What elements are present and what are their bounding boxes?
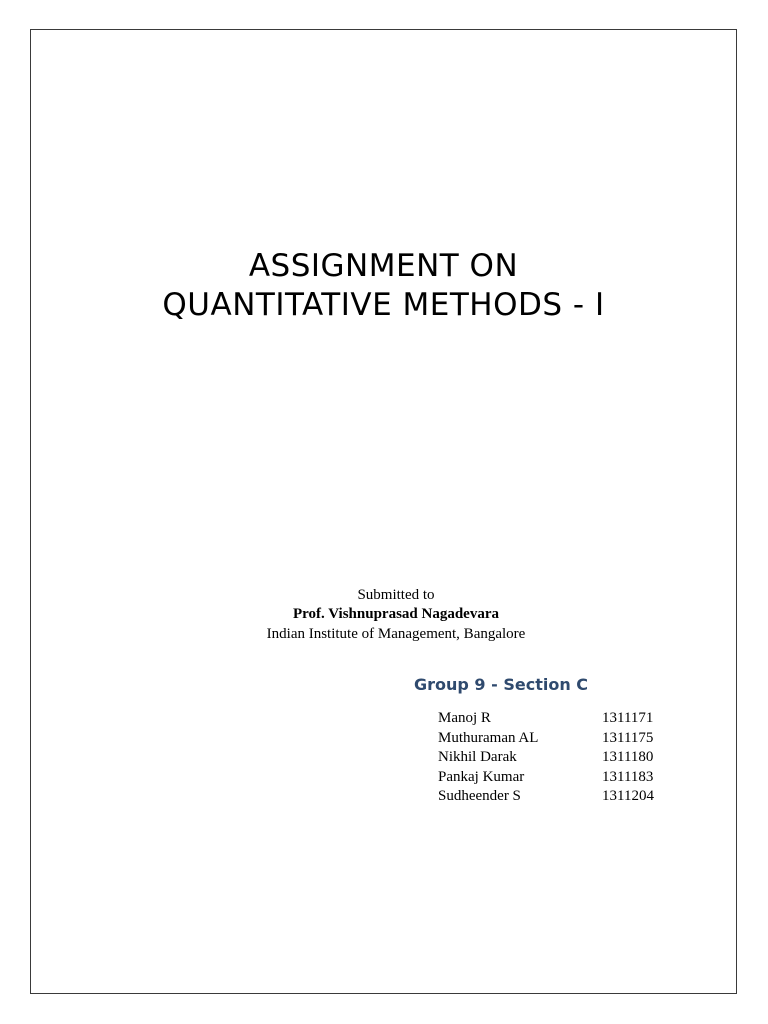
list-item bbox=[438, 769, 698, 789]
member-list bbox=[438, 710, 698, 808]
member-id: 1311183 bbox=[602, 768, 654, 785]
member-id: 1311175 bbox=[602, 729, 654, 746]
member-id: 1311180 bbox=[602, 749, 654, 766]
member-name: Nikhil Darak bbox=[438, 749, 517, 766]
member-name: Pankaj Kumar bbox=[438, 768, 525, 785]
institute-name: Indian Institute of Management, Bangalore bbox=[266, 626, 526, 642]
member-name: Sudheender S bbox=[438, 788, 521, 805]
list-item bbox=[438, 749, 698, 769]
submitted-to-label: Submitted to bbox=[357, 587, 435, 603]
professor-name: Prof. Vishnuprasad Nagadevara bbox=[292, 606, 499, 622]
group-heading: Group 9 - Section C bbox=[414, 675, 589, 694]
page-border bbox=[30, 29, 737, 994]
list-item bbox=[438, 730, 698, 750]
list-item bbox=[438, 710, 698, 730]
member-id: 1311204 bbox=[602, 788, 654, 805]
title-line-2: QUANTITATIVE METHODS - I bbox=[162, 287, 605, 323]
list-item bbox=[438, 788, 698, 808]
title-line-1: ASSIGNMENT ON bbox=[248, 248, 519, 284]
member-id: 1311171 bbox=[602, 710, 654, 726]
member-name: Manoj R bbox=[438, 710, 491, 726]
member-name: Muthuraman AL bbox=[438, 729, 539, 746]
